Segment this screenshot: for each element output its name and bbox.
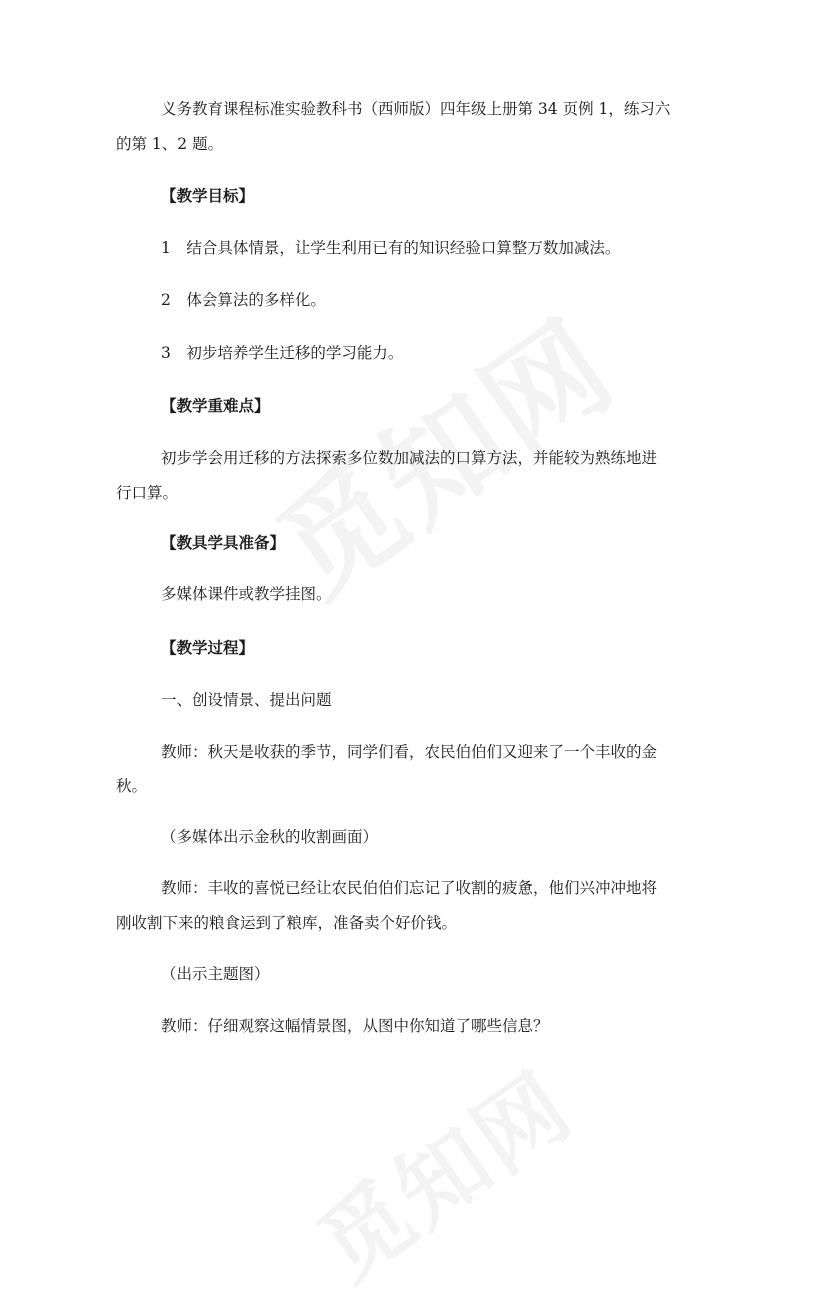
goal-item: 3 初步培养学生迁移的学习能力。 [161, 344, 404, 362]
goal-item: 1 结合具体情景，让学生利用已有的知识经验口算整万数加减法。 [161, 239, 621, 257]
teacher-line: 教师：仔细观察这幅情景图，从图中你知道了哪些信息？ [161, 1017, 549, 1035]
teacher-line: 秋。 [116, 777, 148, 795]
key-points-line: 行口算。 [116, 484, 179, 502]
heading-teaching-goals: 【教学目标】 [161, 186, 255, 205]
heading-teaching-tools: 【教具学具准备】 [161, 533, 286, 552]
stage-note: （出示主题图） [161, 965, 270, 983]
tools-text: 多媒体课件或教学挂图。 [161, 585, 332, 603]
teacher-line: 教师：丰收的喜悦已经让农民伯伯们忘记了收割的疲惫，他们兴冲冲地将 [161, 879, 658, 897]
intro-line: 的第 1、2 题。 [116, 135, 224, 153]
teacher-line: 刚收割下来的粮食运到了粮库，准备卖个好价钱。 [116, 914, 458, 932]
section-title: 一、创设情景、提出问题 [161, 691, 332, 709]
teacher-line: 教师：秋天是收获的季节，同学们看，农民伯伯们又迎来了一个丰收的金 [161, 743, 658, 761]
stage-note: （多媒体出示金秋的收割画面） [161, 828, 379, 846]
goal-item: 2 体会算法的多样化。 [161, 291, 326, 309]
intro-line: 义务教育课程标准实验教科书（西师版）四年级上册第 34 页例 1，练习六 [161, 100, 671, 118]
heading-key-points: 【教学重难点】 [161, 396, 270, 415]
heading-teaching-process: 【教学过程】 [161, 638, 255, 657]
key-points-line: 初步学会用迁移的方法探索多位数加减法的口算方法，并能较为熟练地进 [161, 449, 658, 467]
